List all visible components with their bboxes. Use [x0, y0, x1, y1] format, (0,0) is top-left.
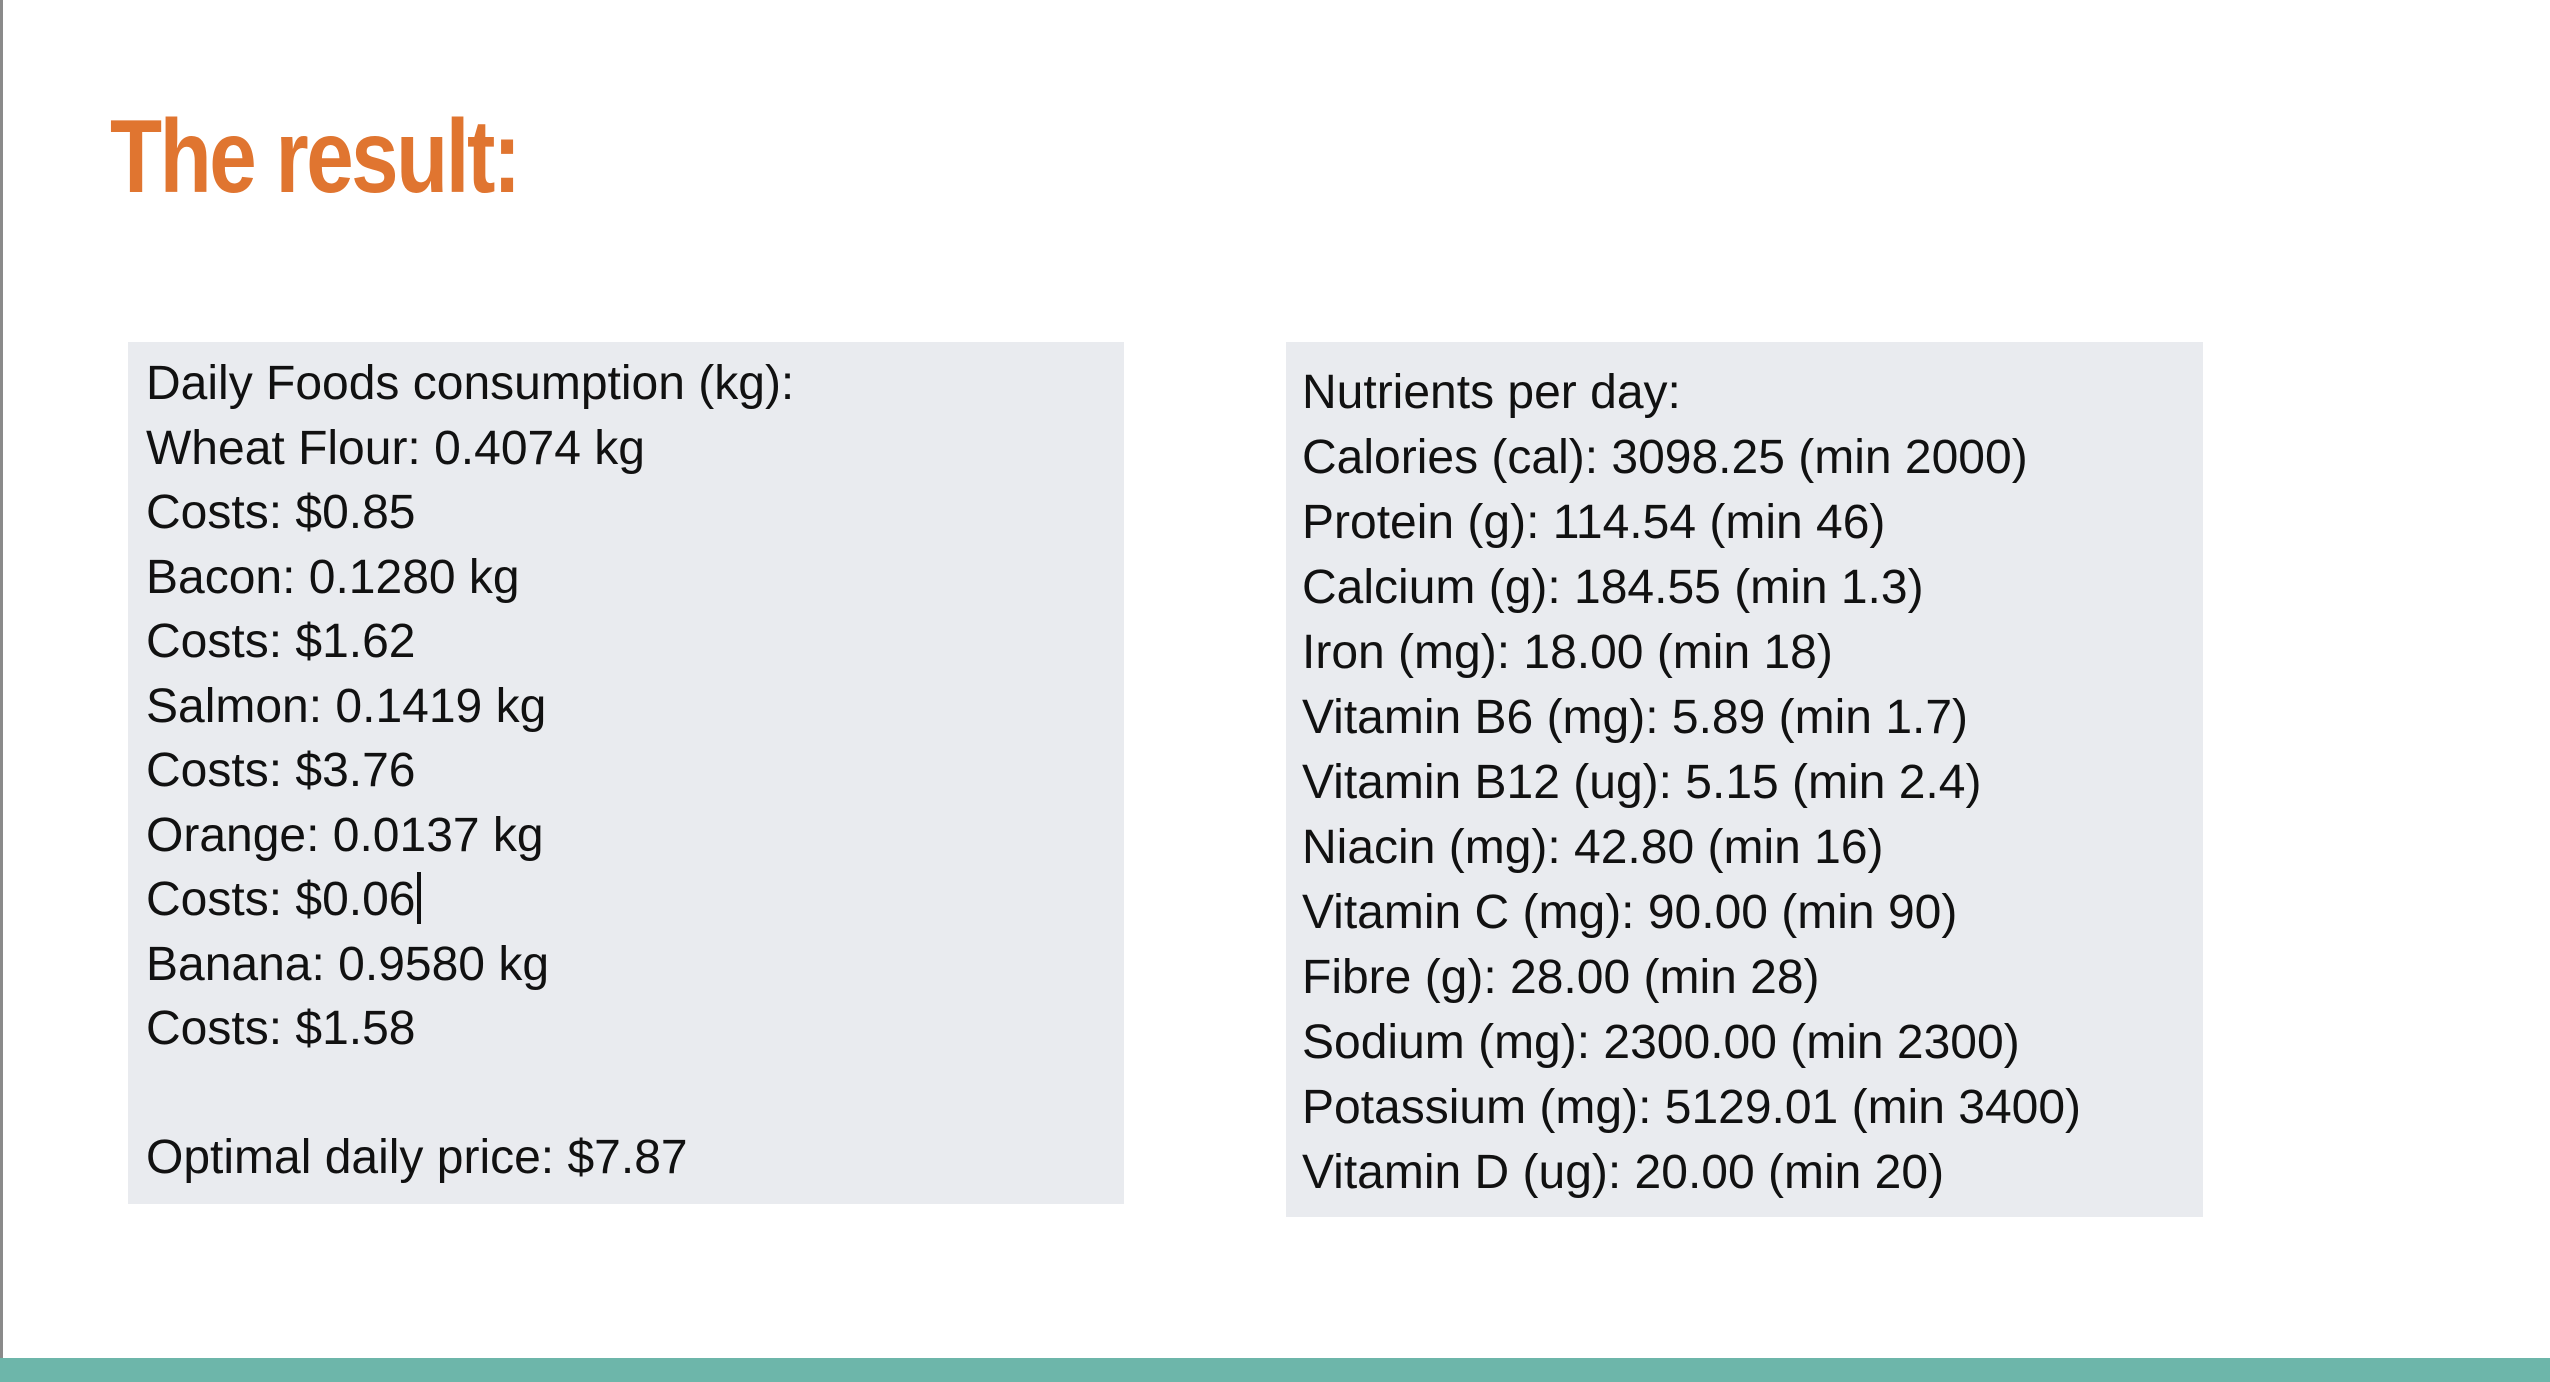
food-amount-line: Salmon: 0.1419 kg: [146, 679, 547, 733]
text-cursor: [417, 872, 421, 924]
food-amount-line: Bacon: 0.1280 kg: [146, 550, 520, 604]
nutrient-line: Vitamin B6 (mg): 5.89 (min 1.7): [1302, 691, 1969, 744]
food-amount-line: Wheat Flour: 0.4074 kg: [146, 421, 645, 475]
daily-foods-panel[interactable]: [128, 342, 1124, 1204]
food-amount-line: Orange: 0.0137 kg: [146, 808, 544, 862]
optimal-daily-price: Optimal daily price: $7.87: [146, 1131, 688, 1184]
nutrients-panel[interactable]: [1286, 342, 2203, 1217]
food-cost-line: Costs: $1.62: [146, 615, 416, 668]
nutrients-heading: Nutrients per day:: [1302, 366, 1681, 419]
slide-left-border: [0, 0, 3, 1382]
nutrient-line: Vitamin C (mg): 90.00 (min 90): [1302, 886, 1958, 939]
food-cost-line: Costs: $3.76: [146, 744, 416, 797]
slide-title: The result:: [110, 99, 519, 215]
food-cost-line: Costs: $0.85: [146, 486, 416, 539]
nutrient-line: Calcium (g): 184.55 (min 1.3): [1302, 561, 1924, 614]
blank-line: [146, 1062, 1124, 1127]
slide-bottom-bar: [0, 1358, 2550, 1382]
food-amount-line: Banana: 0.9580 kg: [146, 937, 550, 991]
nutrient-line: Protein (g): 114.54 (min 46): [1302, 496, 1886, 549]
nutrient-line: Iron (mg): 18.00 (min 18): [1302, 626, 1833, 679]
food-cost-line: Costs: $1.58: [146, 1002, 416, 1055]
nutrient-line: Sodium (mg): 2300.00 (min 2300): [1302, 1016, 2020, 1069]
foods-heading: Daily Foods consumption (kg):: [146, 357, 795, 410]
food-cost-line-with-caret[interactable]: [146, 868, 1124, 933]
nutrient-line: Fibre (g): 28.00 (min 28): [1302, 951, 1820, 1004]
nutrient-line: Potassium (mg): 5129.01 (min 3400): [1302, 1081, 2082, 1134]
nutrient-line: Calories (cal): 3098.25 (min 2000): [1302, 431, 2028, 484]
nutrient-line: Vitamin D (ug): 20.00 (min 20): [1302, 1146, 1945, 1199]
nutrient-line: Vitamin B12 (ug): 5.15 (min 2.4): [1302, 756, 1982, 809]
food-cost-text: Costs: $0.06: [146, 873, 416, 926]
nutrient-line: Niacin (mg): 42.80 (min 16): [1302, 821, 1884, 874]
